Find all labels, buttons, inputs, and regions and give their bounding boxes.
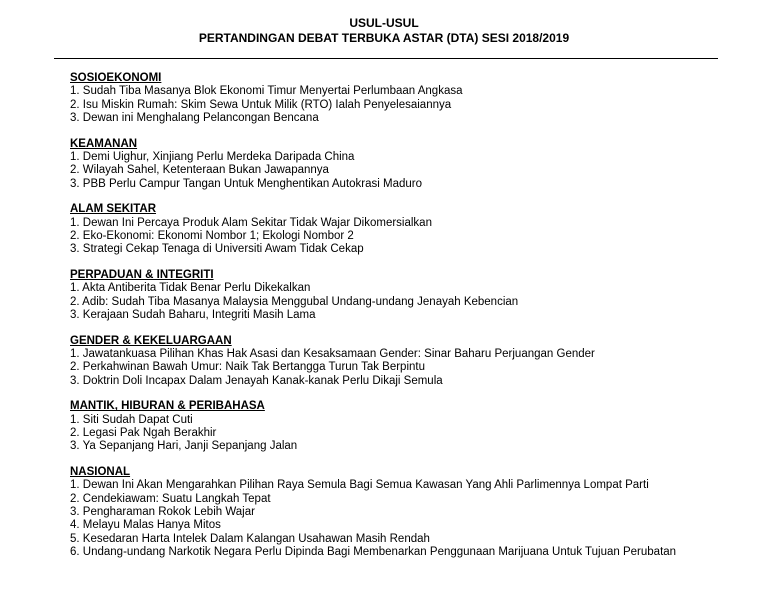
motion-item: 2. Isu Miskin Rumah: Skim Sewa Untuk Milik (RTO) Ialah Penyelesaiannya [70, 98, 452, 111]
motion-item: 3. PBB Perlu Campur Tangan Untuk Menghentikan Autokrasi Maduro [70, 177, 423, 190]
motion-item: 3. Pengharaman Rokok Lebih Wajar [70, 506, 255, 519]
section-title: GENDER & KEKELUARGAAN [70, 334, 232, 347]
motion-item: 2. Eko-Ekonomi: Ekonomi Nombor 1; Ekologi Nombor 2 [70, 229, 354, 242]
motion-item: 6. Undang-undang Narkotik Negara Perlu Dipinda Bagi Membenarkan Penggunaan Marijuana Untuk Tujuan Perubatan [70, 545, 677, 558]
header-divider [54, 58, 718, 59]
motion-section [70, 335, 760, 388]
section-title: PERPADUAN & INTEGRITI [70, 269, 214, 282]
motion-item: 2. Cendekiawam: Suatu Langkah Tepat [70, 492, 271, 505]
motion-item: 1. Akta Antiberita Tidak Benar Perlu Dikekalkan [70, 282, 311, 295]
motion-item: 3. Dewan ini Menghalang Pelancongan Bencana [70, 111, 319, 124]
motion-item: 1. Dewan Ini Percaya Produk Alam Sekitar Tidak Wajar Dikomersialkan [70, 216, 432, 229]
motion-item: 4. Melayu Malas Hanya Mitos [70, 519, 221, 532]
motion-section [70, 466, 760, 559]
motion-item: 5. Kesedaran Harta Intelek Dalam Kalangan Usahawan Masih Rendah [70, 532, 430, 545]
motion-section [70, 138, 760, 191]
motion-section [70, 72, 760, 125]
motion-item: 1. Demi Uighur, Xinjiang Perlu Merdeka Daripada China [70, 150, 355, 163]
section-title: MANTIK, HIBURAN & PERIBAHASA [70, 400, 265, 413]
section-title: NASIONAL [70, 466, 131, 479]
motion-section [70, 269, 760, 322]
motion-item: 2. Wilayah Sahel, Ketenteraan Bukan Jawapannya [70, 164, 329, 177]
section-title: ALAM SEKITAR [70, 203, 157, 216]
motion-item: 1. Siti Sudah Dapat Cuti [70, 413, 193, 426]
motion-item: 1. Sudah Tiba Masanya Blok Ekonomi Timur Menyertai Perlumbaan Angkasa [70, 85, 463, 98]
section-title: KEAMANAN [70, 137, 138, 150]
document-title: USUL-USUL [349, 16, 419, 30]
motion-sections [70, 72, 760, 572]
motion-item: 3. Doktrin Doli Incapax Dalam Jenayah Kanak-kanak Perlu Dikaji Semula [70, 374, 443, 387]
document-header [0, 0, 768, 46]
motion-item: 1. Jawatankuasa Pilihan Khas Hak Asasi dan Kesaksamaan Gender: Sinar Baharu Perjuangan Gender [70, 348, 595, 361]
motion-section [70, 400, 760, 453]
motion-item: 3. Strategi Cekap Tenaga di Universiti Awam Tidak Cekap [70, 243, 364, 256]
motion-item: 3. Ya Sepanjang Hari, Janji Sepanjang Jalan [70, 440, 298, 453]
section-title: SOSIOEKONOMI [70, 72, 162, 84]
motion-item: 3. Kerajaan Sudah Baharu, Integriti Masih Lama [70, 308, 316, 321]
document-subtitle: PERTANDINGAN DEBAT TERBUKA ASTAR (DTA) SESI 2018/2019 [198, 31, 570, 45]
motion-item: 2. Perkahwinan Bawah Umur: Naik Tak Bertangga Turun Tak Berpintu [70, 361, 425, 374]
motion-section [70, 203, 760, 256]
motion-item: 2. Legasi Pak Ngah Berakhir [70, 427, 217, 440]
motion-item: 2. Adib: Sudah Tiba Masanya Malaysia Menggubal Undang-undang Jenayah Kebencian [70, 295, 519, 308]
motion-item: 1. Dewan Ini Akan Mengarahkan Pilihan Raya Semula Bagi Semua Kawasan Yang Ahli Parlimennya Lompat Parti [70, 479, 649, 492]
